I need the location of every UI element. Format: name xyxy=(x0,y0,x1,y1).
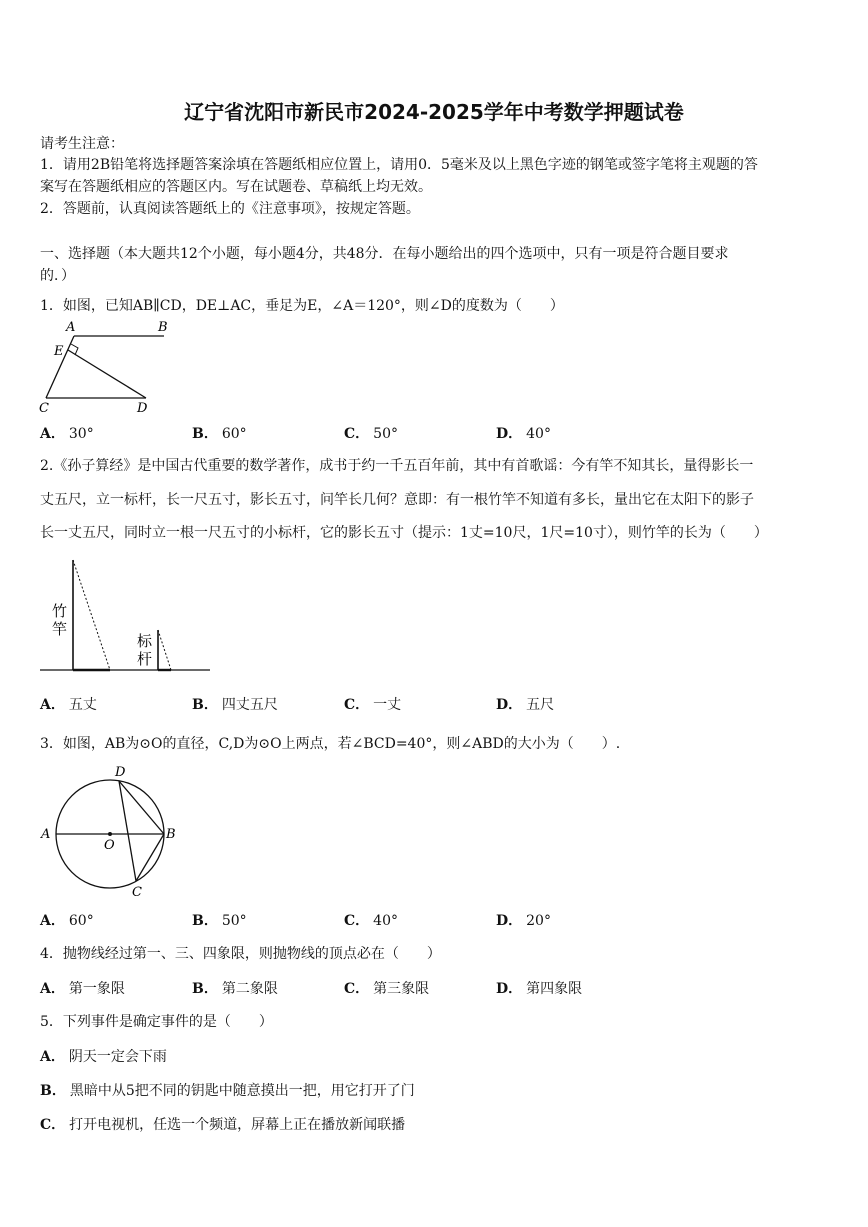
q2-label-rod-2: 杆 xyxy=(137,650,153,668)
q1-label-b: B xyxy=(158,320,168,335)
notice-item-1a: 1．请用2B铅笔将选择题答案涂填在答题纸相应位置上，请用0．5毫米及以上黑色字迹的钢笔或签字笔将主观题的答 xyxy=(40,157,758,173)
q3-option-b: B． 50° xyxy=(192,913,247,929)
q3-label-o: O xyxy=(104,838,115,853)
q3-center-dot xyxy=(108,832,112,836)
q2-label-pole-1: 竹 xyxy=(52,602,68,620)
page-title: 辽宁省沈阳市新民市2024-2025学年中考数学押题试卷 xyxy=(184,100,684,124)
q1-option-a: A． 30° xyxy=(40,426,94,442)
q1-label-a: A xyxy=(66,320,76,335)
q3-chord-dc xyxy=(119,781,136,881)
q2-option-a: A． 五丈 xyxy=(40,697,97,713)
q2-option-b: B． 四丈五尺 xyxy=(192,697,278,713)
q2-line-1: 2.《孙子算经》是中国古代重要的数学著作，成书于约一千五百年前，其中有首歌谣：今有竿不知其长，量得影长一 xyxy=(40,458,754,474)
q1-option-b: B． 60° xyxy=(192,426,247,442)
q2-rod-sunray xyxy=(158,630,171,670)
q4-stem: 4．抛物线经过第一、三、四象限，则抛物线的顶点必在（ ） xyxy=(40,946,441,962)
q1-stem: 1．如图，已知AB∥CD，DE⊥AC，垂足为E，∠A＝120°，则∠D的度数为（ ） xyxy=(40,298,564,314)
q2-label-rod-1: 标 xyxy=(137,632,153,650)
q5-option-c: C． 打开电视机，任选一个频道，屏幕上正在播放新闻联播 xyxy=(40,1117,406,1133)
section-1-heading-a: 一、选择题（本大题共12个小题，每小题4分，共48分．在每小题给出的四个选项中，只有一项是符合题目要求 xyxy=(40,246,729,262)
q3-option-d: D． 20° xyxy=(496,913,551,929)
notice-item-2: 2．答题前，认真阅读答题纸上的《注意事项》，按规定答题。 xyxy=(40,201,420,217)
q1-label-e: E xyxy=(54,344,64,359)
q4-option-b: B． 第二象限 xyxy=(192,981,278,997)
q3-label-a: A xyxy=(41,827,51,842)
q2-option-c: C． 一丈 xyxy=(344,697,402,713)
q1-figure xyxy=(36,318,176,418)
q5-stem: 5．下列事件是确定事件的是（ ） xyxy=(40,1014,273,1030)
q3-stem: 3．如图，AB为⊙O的直径，C,D为⊙O上两点，若∠BCD=40°，则∠ABD的大小为（ ）. xyxy=(40,736,621,752)
q1-option-d: D． 40° xyxy=(496,426,551,442)
section-1-heading-b: 的．） xyxy=(40,268,75,284)
q4-option-d: D． 第四象限 xyxy=(496,981,583,997)
q1-label-c: C xyxy=(39,401,49,416)
notice-item-1b: 案写在答题纸相应的答题区内。写在试题卷、草稿纸上均无效。 xyxy=(40,179,432,195)
q2-line-3: 长一丈五尺，同时立一根一尺五寸的小标杆，它的影长五寸（提示：1丈=10尺，1尺=10寸），则竹竿的长为（ ） xyxy=(40,525,768,541)
q3-option-a: A． 60° xyxy=(40,913,94,929)
q3-option-c: C． 40° xyxy=(344,913,398,929)
q2-pole-sunray xyxy=(73,560,110,670)
q5-option-b: B． 黑暗中从5把不同的钥匙中随意摸出一把，用它打开了门 xyxy=(40,1083,415,1099)
q4-option-a: A． 第一象限 xyxy=(40,981,125,997)
q1-line-de xyxy=(68,350,146,398)
q3-chord-cb xyxy=(136,834,164,881)
q2-figure xyxy=(40,554,216,674)
q2-line-2: 丈五尺，立一标杆，长一尺五寸，影长五寸，问竿长几何？意即：有一根竹竿不知道有多长，量出它在太阳下的影子 xyxy=(40,492,754,508)
q1-option-c: C． 50° xyxy=(344,426,398,442)
q3-label-b: B xyxy=(166,827,176,842)
q5-option-a: A． 阴天一定会下雨 xyxy=(40,1049,167,1065)
q2-label-pole-2: 竿 xyxy=(52,620,68,638)
q4-option-c: C． 第三象限 xyxy=(344,981,430,997)
notice-header: 请考生注意： xyxy=(40,136,124,152)
q2-option-d: D． 五尺 xyxy=(496,697,555,713)
q3-label-c: C xyxy=(132,885,142,900)
q3-figure xyxy=(36,760,186,902)
q3-label-d: D xyxy=(115,765,126,780)
q1-label-d: D xyxy=(137,401,148,416)
